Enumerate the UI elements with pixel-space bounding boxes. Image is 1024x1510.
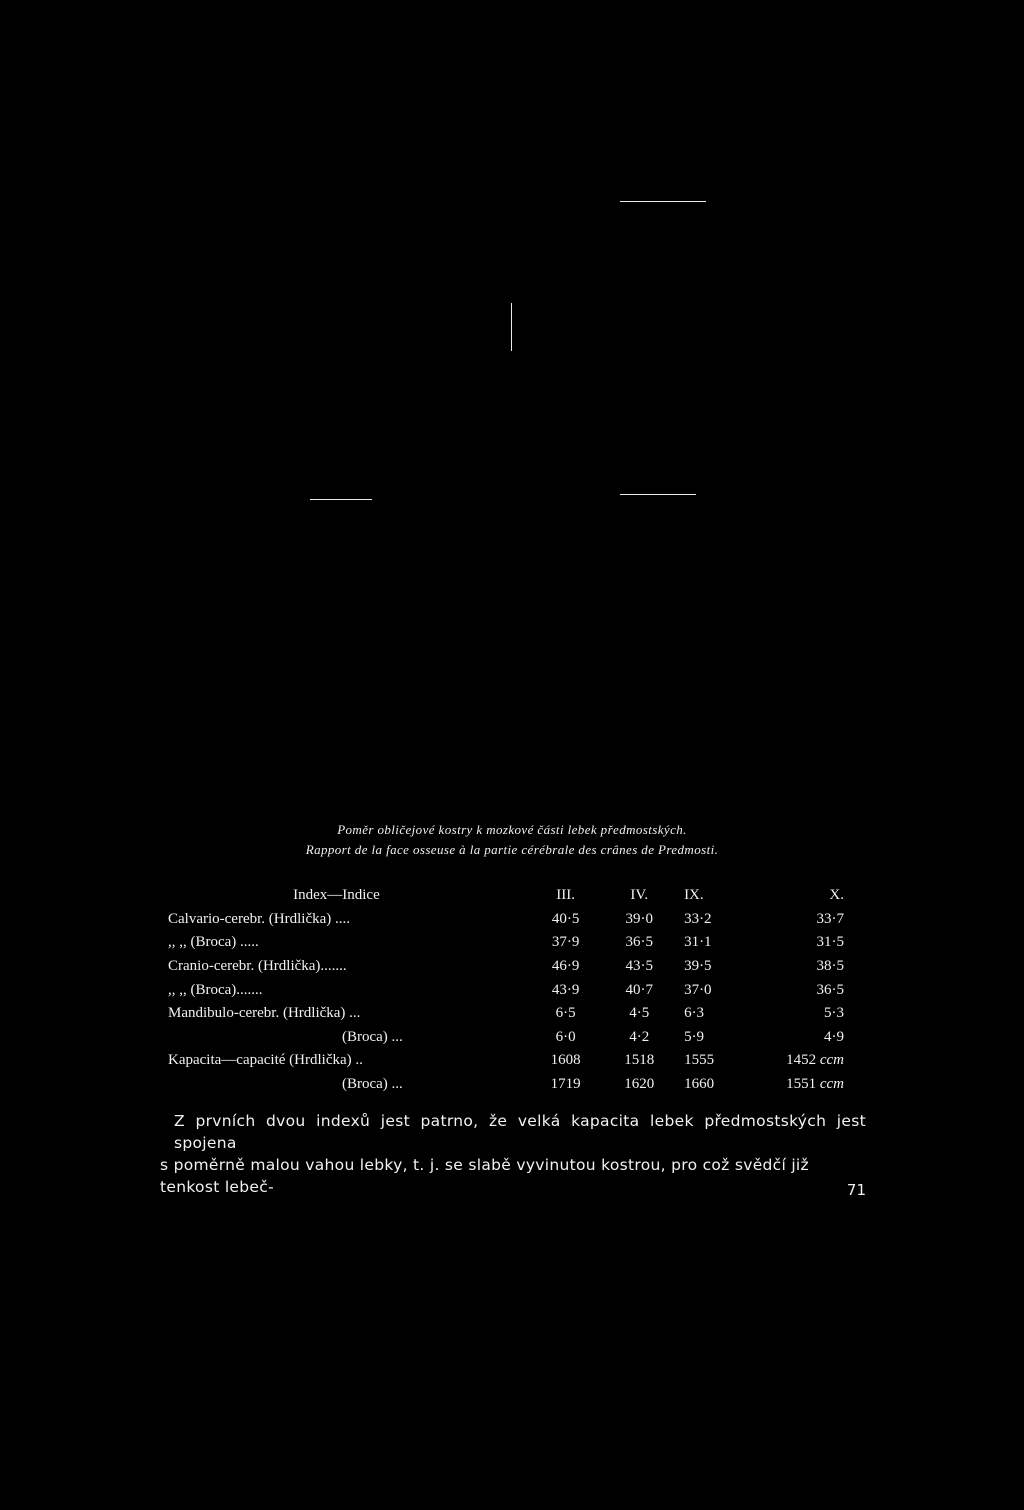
cell-value: 1608	[550, 1052, 581, 1069]
cell-value-with-unit	[758, 1073, 850, 1097]
unit-label: ccm	[819, 1076, 844, 1093]
cell-value: 6·0	[555, 1028, 576, 1045]
cell-value: 1660	[684, 1076, 715, 1093]
scan-mark-right	[620, 494, 696, 495]
cell-value: 1555	[684, 1052, 715, 1069]
cell-value: 46·9	[551, 958, 580, 975]
cell-value: 39·5	[684, 958, 712, 975]
body-paragraph	[160, 1110, 866, 1198]
cell-value: 39·0	[625, 910, 653, 927]
cell-value: 36·5	[816, 981, 844, 998]
table-row	[168, 1073, 850, 1097]
cell-value: 38·5	[816, 958, 844, 975]
cell-value: 31·1	[684, 934, 712, 951]
cell-value: 1518	[624, 1052, 655, 1069]
row-label: ,, ,, (Broca) .....	[168, 934, 259, 951]
table-header-row	[168, 884, 850, 908]
row-label: Mandibulo-cerebr. (Hrdlička) ...	[168, 1005, 361, 1022]
caption-french: Rapport de la face osseuse à la partie cérébrale des crânes de Predmosti.	[305, 842, 719, 857]
header-skull-iv: IV.	[630, 887, 649, 904]
header-skull-ix: IX.	[684, 887, 704, 904]
cell-value: 1620	[624, 1076, 655, 1093]
table-row	[168, 955, 850, 979]
cell-value: 33·2	[684, 910, 712, 927]
table-row	[168, 1002, 850, 1026]
cell-value: 40·7	[625, 981, 653, 998]
cell-value: 43·5	[625, 958, 653, 975]
cell-value: 40·5	[551, 910, 580, 927]
row-label: Kapacita—capacité (Hrdlička) ..	[168, 1052, 363, 1069]
body-line-1: Z prvních dvou indexů jest patrno, že velká kapacita lebek předmostských jest spojena	[174, 1112, 866, 1152]
row-label: (Broca) ...	[342, 1028, 403, 1045]
cell-value: 1452	[786, 1052, 817, 1069]
header-index: Index—Indice	[293, 887, 380, 904]
cell-value: 33·7	[816, 910, 844, 927]
cell-value: 37·0	[684, 981, 712, 998]
cell-value: 36·5	[625, 934, 653, 951]
header-skull-x: X.	[829, 887, 844, 904]
cell-value: 5·3	[824, 1005, 844, 1022]
table-row	[168, 1026, 850, 1050]
page-number: 71	[846, 1181, 866, 1199]
cell-value: 6·3	[684, 1005, 705, 1022]
cell-value: 5·9	[684, 1028, 705, 1045]
row-label: ,, ,, (Broca).......	[168, 981, 263, 998]
unit-label: ccm	[819, 1052, 844, 1069]
row-label: (Broca) ...	[342, 1076, 403, 1093]
cell-value: 4·5	[629, 1005, 650, 1022]
cell-value: 6·5	[555, 1005, 576, 1022]
scan-mark-left	[310, 499, 372, 500]
index-table	[168, 884, 850, 1096]
cell-value-with-unit	[758, 1049, 850, 1073]
scan-mark-top	[620, 201, 706, 202]
cell-value: 31·5	[816, 934, 844, 951]
row-label: Cranio-cerebr. (Hrdlička).......	[168, 958, 347, 975]
table-row	[168, 1049, 850, 1073]
caption-czech: Poměr obličejové kostry k mozkové části lebek předmostských.	[337, 822, 687, 837]
cell-value: 1551	[786, 1076, 817, 1093]
scan-mark-vertical	[511, 303, 512, 351]
cell-value: 43·9	[551, 981, 580, 998]
body-line-2: s poměrně malou vahou lebky, t. j. se slabě vyvinutou kostrou, pro což svědčí již tenkost lebeč-	[160, 1156, 809, 1196]
table-row	[168, 931, 850, 955]
cell-value: 1719	[550, 1076, 581, 1093]
header-skull-iii: III.	[556, 887, 576, 904]
table-row	[168, 978, 850, 1002]
cell-value: 4·2	[629, 1028, 650, 1045]
cell-value: 4·9	[824, 1028, 844, 1045]
table-row	[168, 908, 850, 932]
cell-value: 37·9	[551, 934, 580, 951]
row-label: Calvario-cerebr. (Hrdlička) ....	[168, 910, 350, 927]
